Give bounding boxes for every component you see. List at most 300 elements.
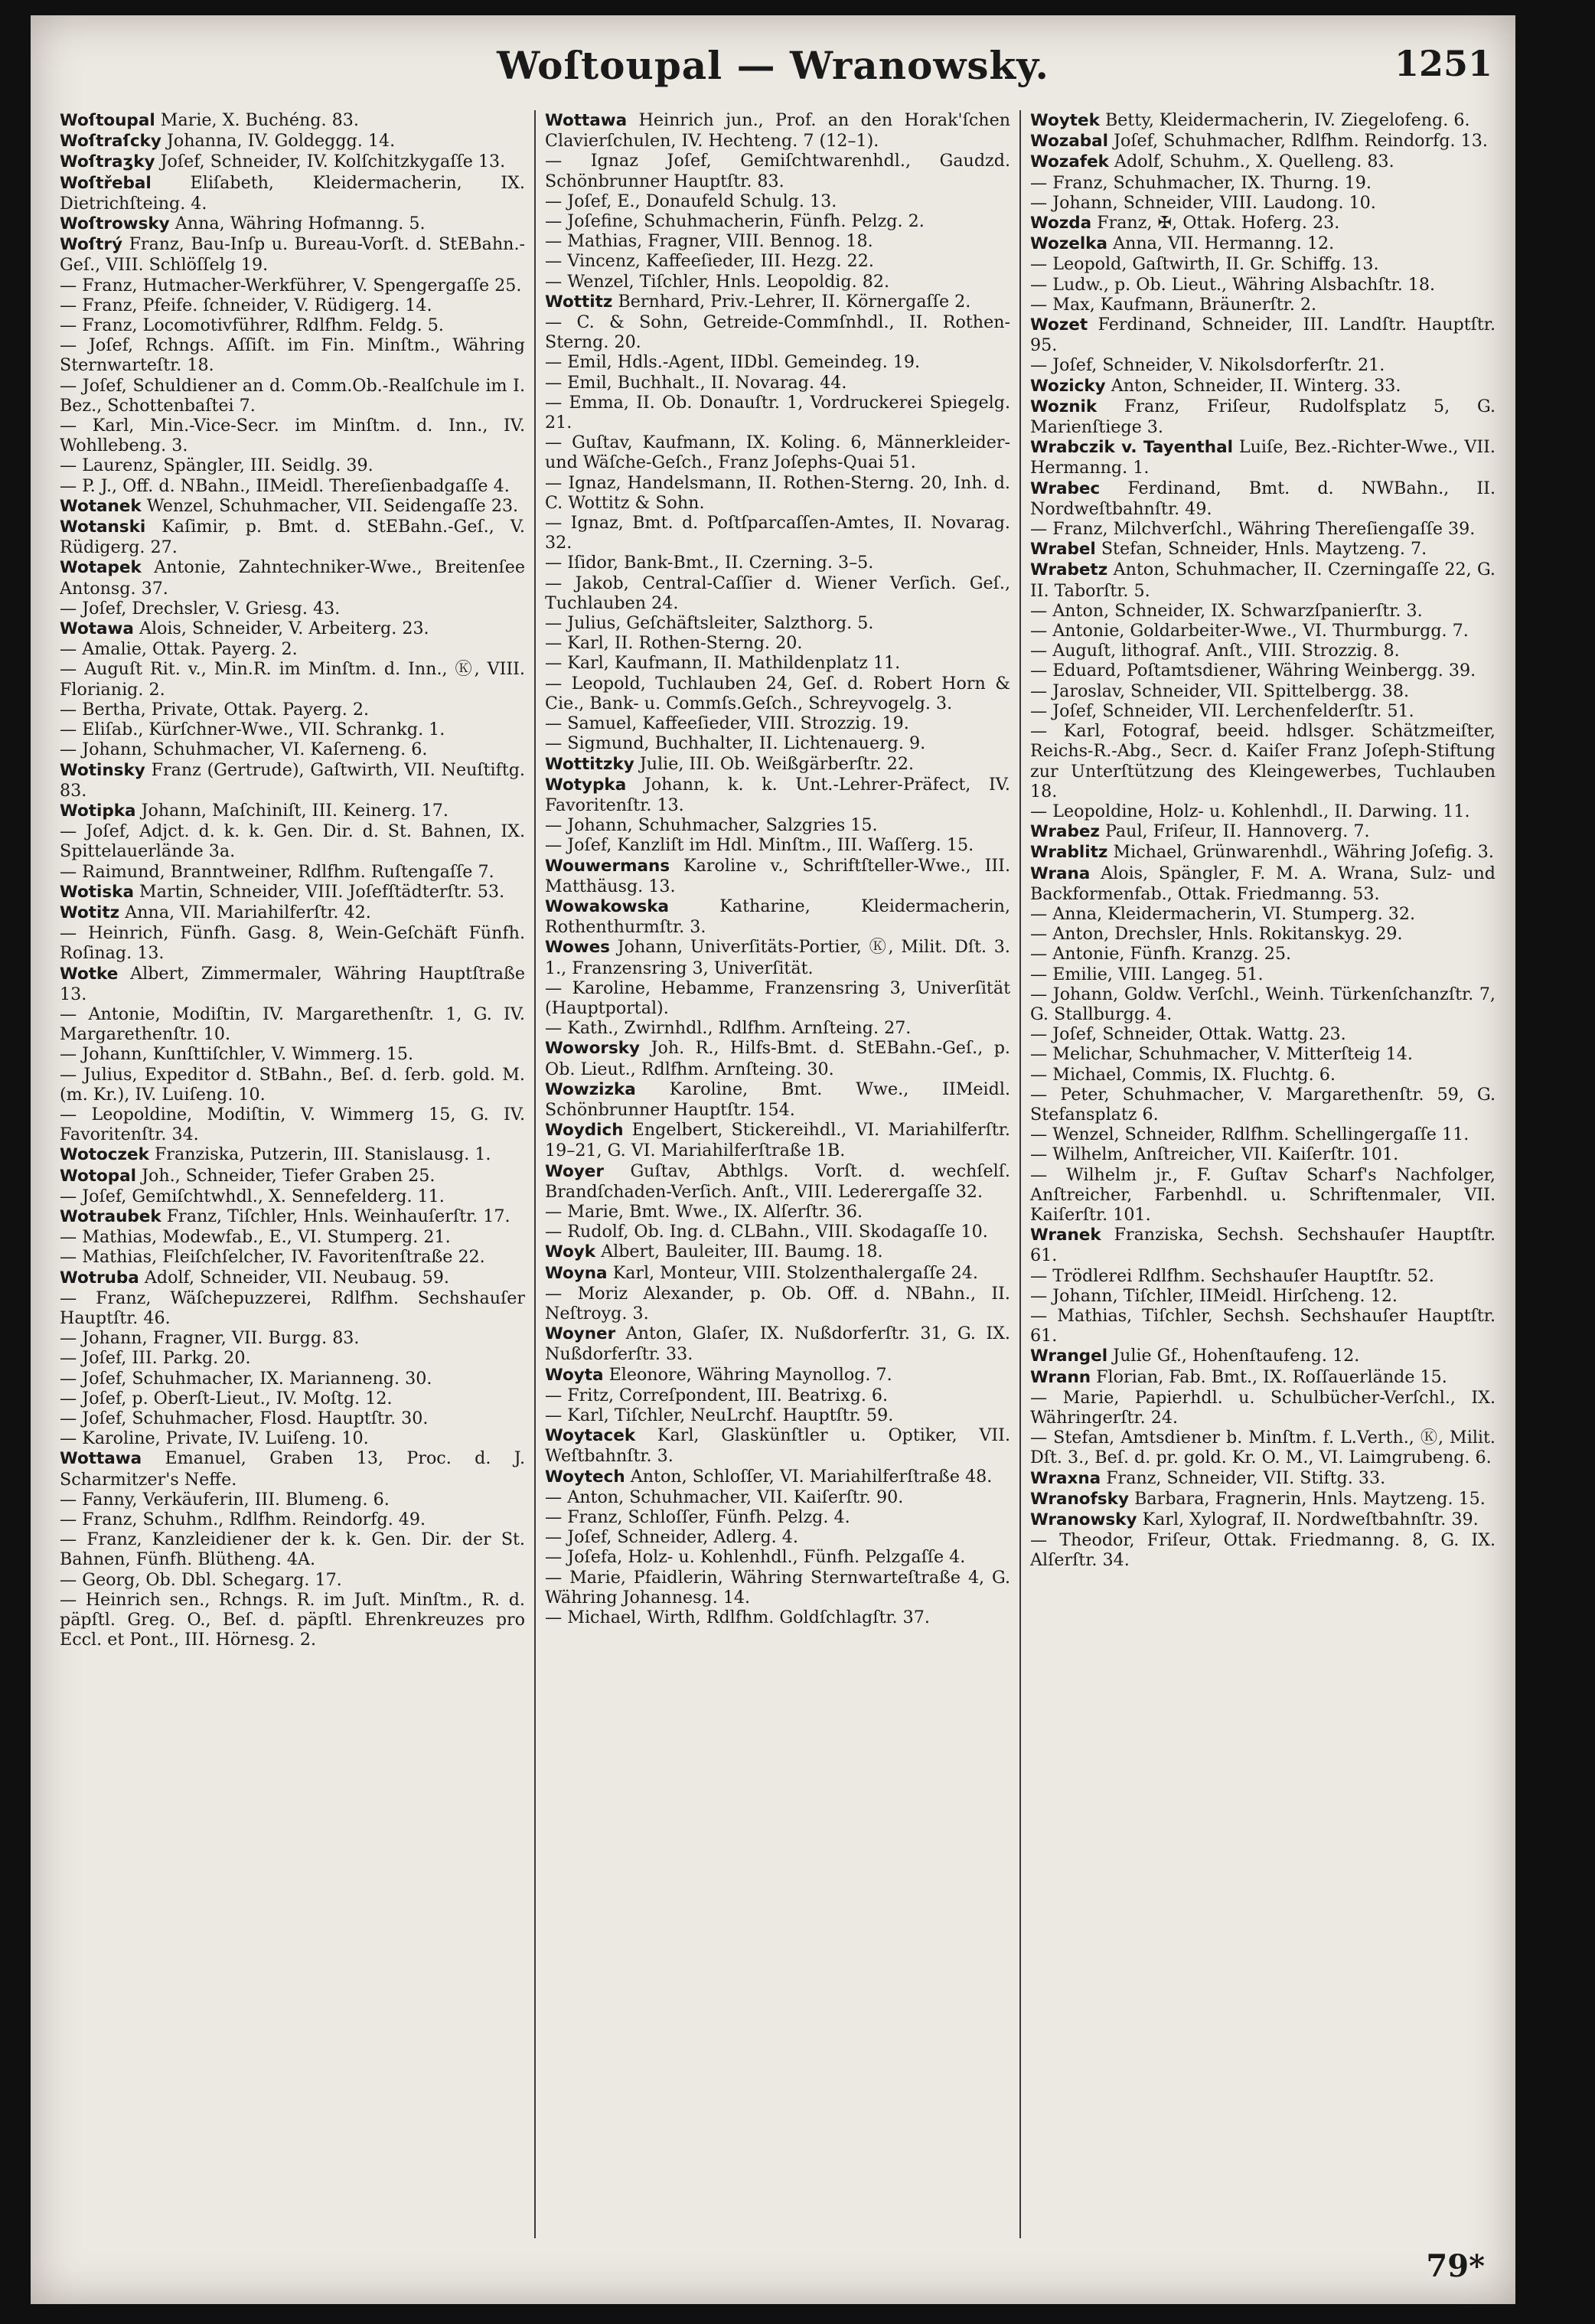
entry-details: — Karl, Fotograf, beeid. hdlsger. Schätzmeiſter, Reichs-R.-Abg., Secr. d. Kaiſer Franz Joſeph-Stiftung zur Unterſtützung des Kleingewerbes, Tuchlauben 18. [1030, 721, 1496, 801]
entry-surname: Woyk [545, 1242, 596, 1262]
directory-entry [1030, 1085, 1496, 1124]
directory-entry [1030, 315, 1496, 355]
entry-details: — Marie, Bmt. Wwe., IX. Alſerſtr. 36. [545, 1201, 863, 1222]
directory-entry [60, 1510, 525, 1529]
entry-details: — Joſef, Gemiſchtwhdl., X. Sennefelderg. 11. [60, 1186, 445, 1206]
entry-details: Emanuel, Graben 13, Proc. d. J. Scharmitzer's Neffe. [60, 1448, 525, 1490]
entry-surname: Wotruba [60, 1268, 139, 1288]
entry-surname: Wotopal [60, 1166, 137, 1186]
directory-entry [1030, 721, 1496, 801]
entry-details: — Wilhelm jr., F. Guſtav Scharf's Nachfolger, Anſtreicher, Farbenhdl. u. Schriftenmaler, VII. Kaiſerſtr. 101. [1030, 1164, 1496, 1225]
entry-surname: Woytek [1030, 111, 1100, 130]
entry-surname: Woſtrý [60, 235, 122, 255]
directory-entry [60, 801, 525, 821]
directory-entry [1030, 1286, 1496, 1306]
entry-details: Franz, Bau-Inſp u. Bureau-Vorſt. d. StEBahn.-Geſ., VIII. Schlöſſelg 19. [60, 234, 525, 276]
entry-details: Ferdinand, Schneider, III. Landſtr. Hauptſtr. 95. [1030, 315, 1496, 356]
entry-details: Betty, Kleidermacherin, IV. Ziegelofeng. 6. [1104, 110, 1470, 130]
directory-entry [545, 110, 1010, 151]
directory-entry [545, 191, 1010, 211]
directory-entry [545, 733, 1010, 753]
entry-surname: Wowakowska [545, 896, 670, 916]
entry-details: Franz, ✠, Ottak. Hoferg. 23. [1097, 213, 1340, 233]
entry-details: — Emilie, VIII. Langeg. 51. [1030, 964, 1264, 984]
directory-entry [545, 373, 1010, 393]
directory-entry [545, 978, 1010, 1018]
directory-entry [545, 513, 1010, 553]
entry-details: — Leopold, Tuchlauben 24, Geſ. d. Robert Horn & Cie., Bank- u. Commſs.Geſch., Schreyvogelg. 3. [545, 673, 1010, 713]
entry-surname: Wranofsky [1030, 1489, 1129, 1509]
entry-details: — Mathias, Fragner, VIII. Bennog. 18. [545, 231, 873, 252]
entry-details: Eleonore, Währing Maynollog. 7. [608, 1364, 892, 1385]
entry-surname: Wotapek [60, 558, 142, 578]
entry-details: Stefan, Schneider, Hnls. Maytzeng. 7. [1101, 539, 1427, 560]
directory-entry [545, 1507, 1010, 1527]
entry-details: — Joſefa, Holz- u. Kohlenhdl., Fünfh. Pelzgaſſe 4. [545, 1547, 966, 1568]
entry-details: — Marie, Papierhdl. u. Schulbücher-Verſchl., IX. Währingerſtr. 24. [1030, 1387, 1496, 1428]
directory-entry [1030, 1388, 1496, 1428]
directory-entry [545, 1202, 1010, 1222]
entry-details: — Kath., Zwirnhdl., Rdlfhm. Arnſteing. 27. [545, 1018, 912, 1039]
directory-entry [545, 251, 1010, 271]
entry-details: — Johann, Schuhmacher, VI. Kaſerneng. 6. [60, 739, 428, 760]
directory-entry [60, 557, 525, 598]
entry-details: — Trödlerei Rdlfhm. Sechshauſer Hauptſtr. 52. [1030, 1265, 1434, 1286]
signature-mark: 79* [1426, 2248, 1485, 2284]
entry-details: — Johann, Schuhmacher, Salzgries 15. [545, 815, 878, 836]
directory-entry [60, 639, 525, 659]
entry-surname: Wowes [545, 938, 610, 958]
entry-surname: Wrabczik v. Tayenthal [1030, 438, 1233, 458]
directory-page [31, 15, 1515, 2304]
directory-entry [545, 1568, 1010, 1608]
entry-details: Julie, III. Ob. Weißgärberſtr. 22. [639, 753, 915, 774]
entry-details: Alois, Schneider, V. Arbeiterg. 23. [139, 619, 429, 639]
directory-entry [1030, 842, 1496, 863]
directory-entry [1030, 904, 1496, 924]
directory-entry [1030, 1144, 1496, 1164]
directory-entry [545, 1161, 1010, 1202]
entry-details: — Auguſt Rit. v., Min.R. im Minſtm. d. Inn., Ⓚ, VIII. Florianig. 2. [60, 659, 525, 700]
directory-entry [60, 1590, 525, 1650]
entry-details: Anton, Schneider, II. Winterg. 33. [1111, 375, 1401, 396]
directory-entry [1030, 213, 1496, 233]
directory-entry [545, 754, 1010, 775]
entry-details: Adolf, Schuhm., X. Quelleng. 83. [1114, 152, 1394, 172]
directory-entry [60, 335, 525, 375]
directory-entry [60, 234, 525, 275]
directory-entry [1030, 801, 1496, 821]
directory-entry [545, 1018, 1010, 1038]
directory-entry [60, 315, 525, 335]
directory-entry [1030, 152, 1496, 172]
entry-details: — Guſtav, Kaufmann, IX. Koling. 6, Männerkleider- und Wäſche-Geſch., Franz Joſephs-Quai 51. [545, 432, 1010, 473]
entry-surname: Wottawa [60, 1449, 142, 1469]
entry-details: — Johann, Tiſchler, IIMeidl. Hirſcheng. 12. [1030, 1285, 1398, 1306]
directory-entry [60, 1186, 525, 1206]
directory-entry [60, 659, 525, 699]
entry-details: — Joſef, E., Donaufeld Schulg. 13. [545, 191, 837, 211]
directory-entry [60, 862, 525, 882]
directory-entry [60, 1328, 525, 1348]
directory-entry [60, 496, 525, 517]
entry-details: Engelbert, Stickereihdl., VI. Mariahilferſtr. 19–21, G. VI. Mariahilferſtraße 1B. [545, 1120, 1010, 1161]
entry-details: — Johann, Schneider, VIII. Laudong. 10. [1030, 192, 1376, 213]
entry-details: — Anton, Schneider, IX. Schwarzſpanierſtr. 3. [1030, 600, 1423, 621]
directory-entry [545, 775, 1010, 815]
entry-details: Albert, Zimmermaler, Währing Hauptſtraße 13. [60, 963, 525, 1004]
entry-details: — Laurenz, Spängler, III. Seidlg. 39. [60, 455, 373, 476]
directory-entry [1030, 965, 1496, 984]
entry-details: Heinrich jun., Prof. an den Horak'ſchen Clavierſchulen, IV. Hechteng. 7 (12–1). [545, 110, 1010, 152]
entry-details: — Johann, Fragner, VII. Burgg. 83. [60, 1328, 360, 1349]
directory-entry [1030, 355, 1496, 375]
directory-entry [60, 455, 525, 475]
directory-entry [545, 352, 1010, 372]
directory-entry [545, 393, 1010, 432]
directory-entry [60, 1389, 525, 1408]
directory-entry [60, 1408, 525, 1428]
entry-details: — Joſef, Kanzliſt im Hdl. Minſtm., III. Waſſerg. 15. [545, 835, 974, 856]
entry-details: — Joſef, Schneider, Ottak. Wattg. 23. [1030, 1024, 1346, 1045]
entry-details: — Jaroslav, Schneider, VII. Spittelbergg. 38. [1030, 681, 1410, 701]
directory-entry [60, 1268, 525, 1288]
entry-surname: Wotoczek [60, 1145, 149, 1165]
directory-entry [545, 573, 1010, 613]
directory-entry [545, 231, 1010, 251]
entry-details: — Wilhelm, Anſtreicher, VII. Kaiſerſtr. 101. [1030, 1144, 1399, 1165]
directory-entry [60, 923, 525, 963]
entry-surname: Wotiska [60, 882, 134, 902]
directory-entry [545, 856, 1010, 896]
entry-details: — Joſef, Schneider, Adlerg. 4. [545, 1527, 798, 1548]
entry-details: Anna, VII. Mariahilferſtr. 42. [125, 902, 371, 922]
directory-entry [1030, 437, 1496, 478]
directory-entry [1030, 275, 1496, 295]
directory-entry [545, 1467, 1010, 1487]
entry-details: Franz (Gertrude), Gaſtwirth, VII. Neuſtiftg. 83. [60, 759, 525, 801]
entry-surname: Wraxna [1030, 1468, 1101, 1488]
entry-details: — Emil, Buchhalt., II. Novarag. 44. [545, 372, 847, 393]
entry-details: — Wenzel, Schneider, Rdlfhm. Schellingergaſſe 11. [1030, 1124, 1469, 1145]
directory-entry [545, 1487, 1010, 1507]
entry-details: — Bertha, Private, Ottak. Payerg. 2. [60, 699, 370, 720]
directory-entry [545, 1222, 1010, 1242]
directory-entry [1030, 1024, 1496, 1044]
directory-entry [545, 1079, 1010, 1120]
entry-details: — Franz, Milchverſchl., Währing Thereſiengaſſe 39. [1030, 519, 1476, 540]
entry-details: — Joſefine, Schuhmacherin, Fünfh. Pelzg. 2. [545, 211, 925, 232]
directory-entry [60, 476, 525, 496]
entry-surname: Woyna [545, 1263, 608, 1283]
entry-details: Franziska, Putzerin, III. Stanislausg. 1. [154, 1144, 491, 1165]
directory-entry [60, 1570, 525, 1590]
directory-entry [1030, 1468, 1496, 1489]
entry-surname: Wotawa [60, 619, 134, 639]
entry-details: Anton, Schuhmacher, II. Czerningaſſe 22, G. II. Taborſtr. 5. [1030, 560, 1496, 601]
entry-surname: Wozelka [1030, 234, 1107, 254]
directory-entry [60, 416, 525, 455]
entry-details: — Antonie, Goldarbeiter-Wwe., VI. Thurmburgg. 7. [1030, 621, 1469, 641]
entry-details: — C. & Sohn, Getreide-Commſnhdl., II. Rothen-Sterng. 20. [545, 312, 1010, 353]
directory-entry [60, 110, 525, 131]
entry-surname: Wrana [1030, 863, 1091, 883]
entry-details: — Iſidor, Bank-Bmt., II. Czerning. 3–5. [545, 553, 874, 573]
entry-surname: Woworsky [545, 1039, 641, 1059]
entry-details: Johanna, IV. Goldeggg. 14. [166, 131, 396, 152]
directory-entry [60, 1529, 525, 1569]
entry-surname: Wotke [60, 964, 119, 984]
directory-entry [60, 152, 525, 172]
entry-details: — Mathias, Tiſchler, Sechsh. Sechshauſer Hauptſtr. 61. [1030, 1305, 1496, 1346]
entry-details: Martin, Schneider, VIII. Joſefſtädterſtr. 53. [139, 881, 505, 902]
entry-surname: Wozda [1030, 214, 1092, 233]
directory-entry [1030, 924, 1496, 944]
entry-details: — Mathias, Modewfab., E., VI. Stumperg. 21. [60, 1227, 451, 1248]
directory-entry [1030, 193, 1496, 213]
directory-entry [60, 1288, 525, 1328]
directory-entry [1030, 131, 1496, 152]
directory-entry [1030, 1306, 1496, 1346]
entry-details: Karoline, Bmt. Wwe., IIMeidl. Schönbrunner Hauptſtr. 154. [545, 1079, 1010, 1120]
entry-surname: Wrabez [1030, 822, 1100, 842]
entry-surname: Woſtrowsky [60, 214, 170, 234]
entry-details: Karl, Glaskünſtler u. Optiker, VII. Weſtbahnſtr. 3. [545, 1425, 1010, 1467]
entry-details: Joſef, Schuhmacher, Rdlfhm. Reindorfg. 13. [1114, 131, 1488, 152]
entry-surname: Wranek [1030, 1226, 1101, 1245]
entry-details: — Karoline, Private, IV. Luiſeng. 10. [60, 1428, 369, 1449]
directory-entry [545, 815, 1010, 835]
directory-entry [1030, 641, 1496, 661]
directory-entry [545, 1365, 1010, 1386]
directory-entry [545, 473, 1010, 513]
directory-entry [1030, 560, 1496, 600]
entry-surname: Woznik [1030, 397, 1098, 416]
entry-details: — Franz, Pfeife. ſchneider, V. Rüdigerg. 14. [60, 295, 432, 315]
entry-details: Paul, Friſeur, II. Hannoverg. 7. [1105, 821, 1370, 842]
directory-entry [1030, 1225, 1496, 1265]
directory-entry [545, 1547, 1010, 1567]
column-1 [51, 110, 534, 2238]
entry-details: — Julius, Geſchäftsleiter, Salzthorg. 5. [545, 613, 874, 634]
entry-details: Guſtav, Abthlgs. Vorſt. d. wechſelſ. Brandſchaden-Verſich. Anſt., VIII. Lederergaſſe 32. [545, 1160, 1010, 1202]
entry-details: Franz, Schneider, VII. Stiftg. 33. [1106, 1467, 1386, 1488]
entry-details: — Fanny, Verkäuferin, III. Blumeng. 6. [60, 1489, 390, 1510]
entry-surname: Wrabec [1030, 478, 1101, 498]
entry-details: — Max, Kaufmann, Bräunerſtr. 2. [1030, 294, 1317, 315]
entry-details: — Jakob, Central-Caſſier d. Wiener Verſich. Geſ., Tuchlauben 24. [545, 573, 1010, 613]
entry-surname: Woyner [545, 1324, 616, 1344]
entry-details: — Julius, Expeditor d. StBahn., Beſ. d. ſerb. gold. M. (m. Kr.), IV. Luiſeng. 10. [60, 1064, 525, 1105]
entry-details: Anton, Glaſer, IX. Nußdorferſtr. 31, G. IX. Nußdorferſtr. 33. [545, 1324, 1010, 1365]
entry-details: — Ignaz, Handelsmann, II. Rothen-Sterng. 20, Inh. d. C. Wottitz & Sohn. [545, 472, 1010, 513]
directory-entry [1030, 863, 1496, 904]
directory-entry [545, 292, 1010, 312]
entry-surname: Wouwermans [545, 856, 670, 876]
entry-surname: Wotanski [60, 517, 146, 537]
entry-details: — Franz, Schuhm., Rdlfhm. Reindorfg. 49. [60, 1510, 426, 1530]
entry-details: — Michael, Wirth, Rdlfhm. Goldſchlagſtr. 37. [545, 1608, 930, 1628]
entry-surname: Wotypka [545, 775, 627, 795]
entry-details: — Auguſt, lithograf. Anſt., VIII. Strozzig. 8. [1030, 641, 1400, 661]
entry-details: Albert, Bauleiter, III. Baumg. 18. [601, 1242, 883, 1262]
directory-entry [60, 376, 525, 416]
directory-entry [1030, 661, 1496, 681]
directory-entry [1030, 1065, 1496, 1085]
entry-surname: Woſtraſcky [60, 132, 161, 152]
entry-details: — Melichar, Schuhmacher, V. Mitterſteig 14. [1030, 1044, 1413, 1065]
entry-details: — Franz, Kanzleidiener der k. k. Gen. Dir. der St. Bahnen, Fünfh. Blütheng. 4A. [60, 1529, 525, 1570]
directory-entry [1030, 1510, 1496, 1530]
directory-entry [60, 964, 525, 1004]
directory-entry [60, 1348, 525, 1368]
entry-details: Julie Gf., Hohenſtaufeng. 12. [1113, 1346, 1360, 1366]
entry-details: — Antonie, Modiſtin, IV. Margarethenſtr. 1, G. IV. Margarethenſtr. 10. [60, 1004, 525, 1045]
entry-surname: Wottitzky [545, 754, 634, 774]
directory-entry [545, 613, 1010, 633]
entry-details: — Joſef, Adjct. d. k. k. Gen. Dir. d. St. Bahnen, IX. Spittelauerlände 3a. [60, 821, 525, 862]
directory-entry [60, 1206, 525, 1227]
entry-details: — Rudolf, Ob. Ing. d. CLBahn., VIII. Skodagaſſe 10. [545, 1222, 988, 1242]
entry-surname: Woytacek [545, 1426, 636, 1446]
entry-surname: Wozabal [1030, 132, 1109, 152]
directory-entry [1030, 1346, 1496, 1366]
directory-entry [545, 1263, 1010, 1284]
entry-details: — Franz, Locomotivführer, Rdlfhm. Feldg. 5. [60, 315, 444, 336]
directory-entry [545, 211, 1010, 231]
entry-details: — Leopoldine, Modiſtin, V. Wimmerg 15, G. IV. Favoritenſtr. 34. [60, 1104, 525, 1145]
entry-details: Franz, Tiſchler, Hnls. Weinhauſerſtr. 17. [166, 1206, 510, 1226]
directory-entry [545, 937, 1010, 978]
entry-details: — Joſef, Schneider, VII. Lerchenfelderſtr. 51. [1030, 700, 1414, 721]
directory-entry [60, 619, 525, 639]
directory-entry [545, 272, 1010, 292]
directory-entry [60, 1227, 525, 1247]
entry-surname: Wrabetz [1030, 560, 1108, 580]
page-header [31, 43, 1515, 96]
entry-details: Anton, Schloſſer, VI. Mariahilferſtraße 48. [630, 1466, 993, 1487]
directory-entry [545, 553, 1010, 573]
directory-entry [60, 1247, 525, 1267]
entry-surname: Wottitz [545, 292, 613, 312]
directory-entry [1030, 110, 1496, 131]
entry-details: — Samuel, Kaffeeſieder, VIII. Strozzig. 19. [545, 713, 909, 734]
directory-entry [60, 1044, 525, 1064]
columns [51, 110, 1505, 2238]
entry-surname: Wotanek [60, 496, 142, 516]
directory-entry [60, 131, 525, 152]
entry-details: — Michael, Commis, IX. Fluchtg. 6. [1030, 1064, 1336, 1085]
entry-surname: Woyta [545, 1365, 604, 1385]
directory-entry [545, 1527, 1010, 1547]
directory-entry [1030, 601, 1496, 621]
entry-details: — Eliſab., Kürſchner-Wwe., VII. Schrankg. 1. [60, 720, 445, 740]
directory-entry [545, 151, 1010, 191]
entry-details: — Raimund, Branntweiner, Rdlfhm. Ruſtengaſſe 7. [60, 861, 494, 882]
directory-entry [1030, 1266, 1496, 1286]
entry-details: — Georg, Ob. Dbl. Schegarg. 17. [60, 1569, 342, 1590]
entry-details: — Ignaz, Bmt. d. Poſtſparcaſſen-Amtes, II. Novarag. 32. [545, 513, 1010, 553]
entry-details: — Emma, II. Ob. Donauſtr. 1, Vordruckerei Spiegelg. 21. [545, 392, 1010, 433]
entry-surname: Wotraubek [60, 1206, 161, 1226]
column-3 [1019, 110, 1505, 2238]
directory-entry [545, 1242, 1010, 1262]
entry-details: — Theodor, Friſeur, Ottak. Friedmanng. 8, G. IX. Alſerſtr. 34. [1030, 1530, 1496, 1571]
entry-details: Joſef, Schneider, IV. Kolſchitzkygaſſe 13. [160, 152, 506, 172]
entry-details: Karoline v., Schriftſteller-Wwe., III. Matthäusg. 13. [545, 855, 1010, 896]
entry-surname: Woſtřebal [60, 173, 152, 193]
entry-details: — Peter, Schuhmacher, V. Margarethenſtr. 59, G. Stefansplatz 6. [1030, 1084, 1496, 1124]
entry-details: Bernhard, Priv.-Lehrer, II. Körnergaſſe 2. [618, 291, 971, 312]
entry-details: Johann, Univerſitäts-Portier, Ⓚ, Milit. Dſt. 3. 1., Franzensring 3, Univerſität. [545, 937, 1010, 978]
directory-entry [60, 295, 525, 315]
directory-entry [1030, 1428, 1496, 1467]
directory-entry [545, 835, 1010, 855]
entry-surname: Wranowsky [1030, 1510, 1137, 1530]
entry-details: — Joſef, III. Parkg. 20. [60, 1348, 251, 1369]
entry-details: — P. J., Off. d. NBahn., IIMeidl. Thereſienbadgaſſe 4. [60, 475, 510, 496]
entry-surname: Wozicky [1030, 376, 1106, 396]
directory-entry [60, 1448, 525, 1489]
entry-surname: Wozafek [1030, 152, 1109, 172]
directory-entry [1030, 254, 1496, 274]
entry-surname: Woſtraʒky [60, 152, 155, 172]
entry-surname: Woſtoupal [60, 111, 155, 130]
directory-entry [60, 1369, 525, 1389]
directory-entry [545, 674, 1010, 713]
directory-entry [60, 882, 525, 903]
entry-details: Luiſe, Bez.-Richter-Wwe., VII. Hermanng. 1. [1030, 437, 1496, 478]
entry-details: — Stefan, Amtsdiener b. Minſtm. f. L.Verth., Ⓚ, Milit. Dſt. 3., Beſ. d. pr. gold. Kr. O. M., VI. Laimgrubeng. 6. [1030, 1428, 1496, 1468]
entry-details: Barbara, Fragnerin, Hnls. Maytzeng. 15. [1134, 1488, 1486, 1509]
directory-entry [60, 720, 525, 739]
entry-details: Alois, Spängler, F. M. A. Wrana, Sulz- und Backformenfab., Ottak. Friedmanng. 53. [1030, 863, 1496, 904]
directory-entry [545, 1038, 1010, 1079]
entry-details: — Karl, Tiſchler, NeuLrchf. Hauptſtr. 59. [545, 1405, 894, 1425]
entry-details: — Ignaz Joſef, Gemiſchtwarenhdl., Gaudzd. Schönbrunner Hauptſtr. 83. [545, 151, 1010, 191]
entry-details: Kaſimir, p. Bmt. d. StEBahn.-Geſ., V. Rüdigerg. 27. [60, 517, 525, 558]
entry-details: — Johann, Goldw. Verſchl., Weinh. Türkenſchanzſtr. 7, G. Stallburgg. 4. [1030, 984, 1496, 1024]
directory-entry [60, 1105, 525, 1144]
entry-surname: Wowzizka [545, 1079, 636, 1099]
entry-surname: Wotinsky [60, 760, 145, 780]
entry-details: — Franz, Wäſchepuzzerei, Rdlfhm. Sechshauſer Hauptſtr. 46. [60, 1288, 525, 1328]
directory-entry [545, 312, 1010, 352]
directory-entry [60, 1490, 525, 1510]
directory-entry [545, 713, 1010, 733]
entry-surname: Woytech [545, 1467, 625, 1487]
directory-entry [1030, 681, 1496, 701]
directory-entry [545, 1120, 1010, 1160]
entry-surname: Wotitz [60, 903, 120, 922]
entry-details: Anna, Währing Hofmanng. 5. [175, 214, 426, 234]
entry-details: Adolf, Schneider, VII. Neubaug. 59. [144, 1267, 449, 1288]
entry-details: Joh., Schneider, Tiefer Graben 25. [142, 1165, 435, 1186]
entry-details: Franz, Friſeur, Rudolfsplatz 5, G. Marienſtiege 3. [1030, 396, 1496, 438]
directory-entry [545, 1405, 1010, 1425]
page-title: Woſtoupal — Wranowsky. [497, 43, 1049, 88]
directory-entry [1030, 376, 1496, 397]
directory-entry [60, 903, 525, 923]
directory-entry [1030, 944, 1496, 964]
directory-entry [545, 432, 1010, 472]
entry-surname: Wrabel [1030, 540, 1096, 560]
entry-details: — Anton, Schuhmacher, VII. Kaiſerſtr. 90. [545, 1487, 904, 1507]
directory-entry [60, 1144, 525, 1165]
entry-details: — Joſef, p. Oberſt-Lieut., IV. Moſtg. 12. [60, 1388, 393, 1408]
entry-details: — Karl, Kaufmann, II. Mathildenplatz 11. [545, 653, 901, 674]
directory-entry [1030, 1530, 1496, 1570]
